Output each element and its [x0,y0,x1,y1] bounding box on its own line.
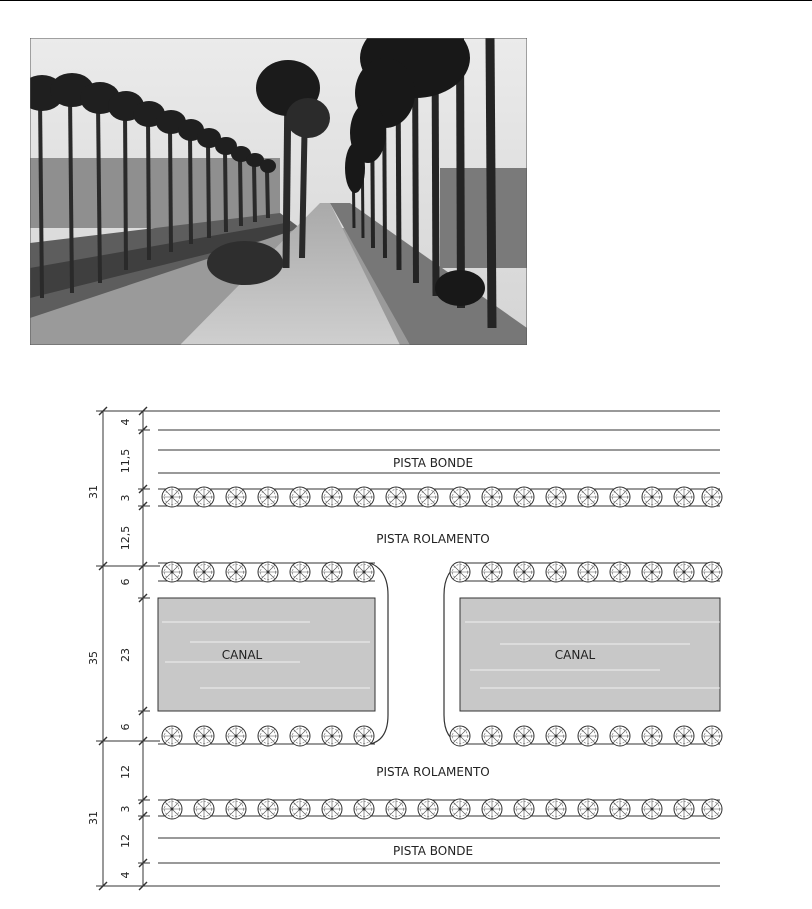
plan-tree-row-3 [162,726,722,746]
dim-top-3: 3 [119,494,132,502]
dim-bottom-12-a: 12 [119,765,132,779]
plan-tree-row-1 [162,487,722,507]
dim-middle-total: 35 [87,651,100,665]
label-pista-rolamento-top: PISTA ROLAMENTO [376,532,490,546]
photo-buildings-right [440,168,527,268]
dim-bottom-4: 4 [119,871,132,879]
dim-bottom-3: 3 [119,805,132,813]
dim-bottom-12-b: 12 [119,834,132,848]
dim-top-12-5: 12,5 [119,525,132,551]
dim-top-11-5: 11,5 [119,448,132,474]
page-top-rule [0,0,812,1]
plan-tree-row-2 [162,562,722,582]
label-pista-rolamento-bottom: PISTA ROLAMENTO [376,765,490,779]
plan-svg [0,400,812,905]
avenue-plan-drawing [0,400,812,905]
dim-top-4: 4 [119,418,132,426]
plan-crossing [370,563,462,744]
plan-canal-left [158,598,375,711]
label-canal-right: CANAL [554,648,596,662]
dim-top-total: 31 [87,485,100,499]
dim-middle-23: 23 [119,648,132,662]
historic-photograph [30,38,527,345]
label-pista-bonde-bottom: PISTA BONDE [392,844,474,858]
dim-bottom-total: 31 [87,811,100,825]
label-canal-left: CANAL [221,648,263,662]
photo-illustration [30,38,527,345]
dim-middle-6-bottom: 6 [119,723,132,731]
label-pista-bonde-top: PISTA BONDE [392,456,474,470]
dim-middle-6-top: 6 [119,578,132,586]
